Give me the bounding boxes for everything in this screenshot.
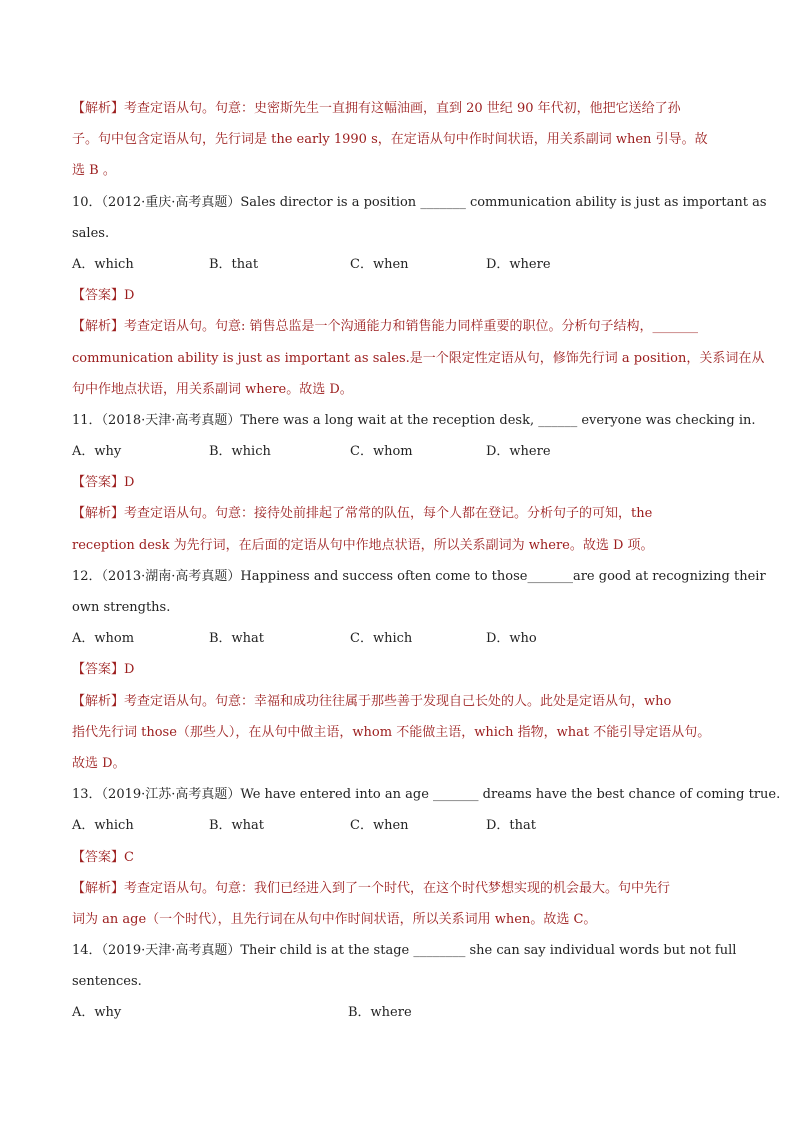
question-stem bbox=[72, 405, 756, 436]
explanation-block bbox=[72, 93, 732, 187]
answer-blank: _______ bbox=[527, 568, 573, 584]
question-12 bbox=[72, 561, 766, 779]
options-row bbox=[72, 810, 732, 841]
option-a: A．why bbox=[72, 1005, 122, 1021]
question-text-cont: she can say individual words but not full bbox=[465, 943, 737, 959]
option-b: B．what bbox=[209, 818, 265, 834]
explanation-line: 【解析】考查定语从句。句意：接待处前排起了常常的队伍，每个人都在登记。分析句子的可知，the bbox=[72, 506, 653, 522]
answer-blank: ______ bbox=[538, 412, 578, 428]
question-text: 10．（2012·重庆·高考真题）Sales director is a position bbox=[72, 194, 421, 210]
option-d: D．that bbox=[486, 818, 536, 834]
explanation-line: reception desk 为先行词，在后面的定语从句中作地点状语，所以关系副词为 where。故选 D 项。 bbox=[72, 537, 654, 553]
answer-label: 【答案】D bbox=[72, 475, 135, 491]
options-row bbox=[72, 249, 732, 280]
explanation-line: 故选 D。 bbox=[72, 755, 126, 771]
explanation-line: communication ability is just as important as sales.是一个限定性定语从句，修饰先行词 a position，关系词在从 bbox=[72, 350, 765, 366]
explanation-line: 选 B 。 bbox=[72, 163, 116, 179]
question-14 bbox=[72, 935, 737, 1029]
option-d: D．where bbox=[486, 256, 551, 272]
question-text-cont: dreams have the best chance of coming true. bbox=[478, 787, 781, 803]
answer-label: 【答案】C bbox=[72, 849, 134, 865]
question-stem bbox=[72, 561, 766, 592]
question-11 bbox=[72, 405, 756, 561]
option-d: D．where bbox=[486, 444, 551, 460]
options-row bbox=[72, 623, 732, 654]
option-a: A．why bbox=[72, 444, 122, 460]
answer-blank: _______ bbox=[433, 787, 479, 803]
explanation-line: 【解析】考查定语从句。句意：幸福和成功往往属于那些善于发现自己长处的人。此处是定语从句，who bbox=[72, 693, 672, 709]
question-stem-line2: sentences. bbox=[72, 974, 142, 990]
answer-label: 【答案】D bbox=[72, 662, 135, 678]
option-b: B．where bbox=[348, 1005, 412, 1021]
option-c: C．which bbox=[350, 631, 413, 647]
question-text-cont: communication ability is just as important as bbox=[465, 194, 767, 210]
answer-blank: ________ bbox=[413, 943, 466, 959]
question-text: 14．（2019·天津·高考真题）Their child is at the stage bbox=[72, 943, 414, 959]
answer-label: 【答案】D bbox=[72, 288, 135, 304]
option-b: B．that bbox=[209, 256, 259, 272]
question-stem bbox=[72, 779, 781, 810]
options-row bbox=[72, 997, 732, 1028]
option-a: A．which bbox=[72, 818, 134, 834]
option-b: B．which bbox=[209, 444, 271, 460]
question-stem bbox=[72, 187, 767, 218]
option-b: B．what bbox=[209, 631, 265, 647]
question-text: 13．（2019·江苏·高考真题）We have entered into an age bbox=[72, 787, 434, 803]
option-c: C．when bbox=[350, 818, 409, 834]
explanation-line: 句中作地点状语，用关系副词 where。故选 D。 bbox=[72, 381, 353, 397]
option-a: A．which bbox=[72, 256, 134, 272]
explanation-line: 子。句中包含定语从句，先行词是 the early 1990 s，在定语从句中作时间状语，用关系副词 when 引导。故 bbox=[72, 132, 708, 148]
question-text: 12．（2013·湖南·高考真题）Happiness and success often come to those bbox=[72, 568, 528, 584]
answer-blank: _______ bbox=[420, 194, 466, 210]
explanation-line: 指代先行词 those（那些人），在从句中做主语，whom 不能做主语，which 指物，what 不能引导定语从句。 bbox=[72, 724, 711, 740]
explanation-line: 【解析】考查定语从句。句意: 销售总监是一个沟通能力和销售能力同样重要的职位。分析句子结构，_______ bbox=[72, 319, 699, 335]
question-10 bbox=[72, 187, 767, 405]
option-c: C．when bbox=[350, 256, 409, 272]
explanation-line: 词为 an age（一个时代），且先行词在从句中作时间状语，所以关系词用 when。故选 C。 bbox=[72, 911, 597, 927]
document-page bbox=[72, 93, 781, 1029]
options-row bbox=[72, 436, 732, 467]
explanation-line: 【解析】考查定语从句。句意：史密斯先生一直拥有这幅油画，直到 20 世纪 90 年代初，他把它送给了孙 bbox=[72, 101, 681, 116]
question-text-cont: are good at recognizing their bbox=[572, 568, 766, 584]
question-text: 11．（2018·天津·高考真题）There was a long wait at the reception desk, bbox=[72, 412, 539, 428]
question-stem-line2: own strengths. bbox=[72, 600, 171, 615]
option-d: D．who bbox=[486, 631, 537, 647]
question-stem-line2: sales. bbox=[72, 225, 110, 241]
option-a: A．whom bbox=[72, 631, 135, 647]
option-c: C．whom bbox=[350, 444, 413, 460]
question-text-cont: everyone was checking in. bbox=[577, 412, 756, 428]
question-stem bbox=[72, 935, 737, 966]
explanation-line: 【解析】考查定语从句。句意：我们已经进入到了一个时代，在这个时代梦想实现的机会最大。句中先行 bbox=[72, 880, 671, 896]
question-13 bbox=[72, 779, 781, 935]
